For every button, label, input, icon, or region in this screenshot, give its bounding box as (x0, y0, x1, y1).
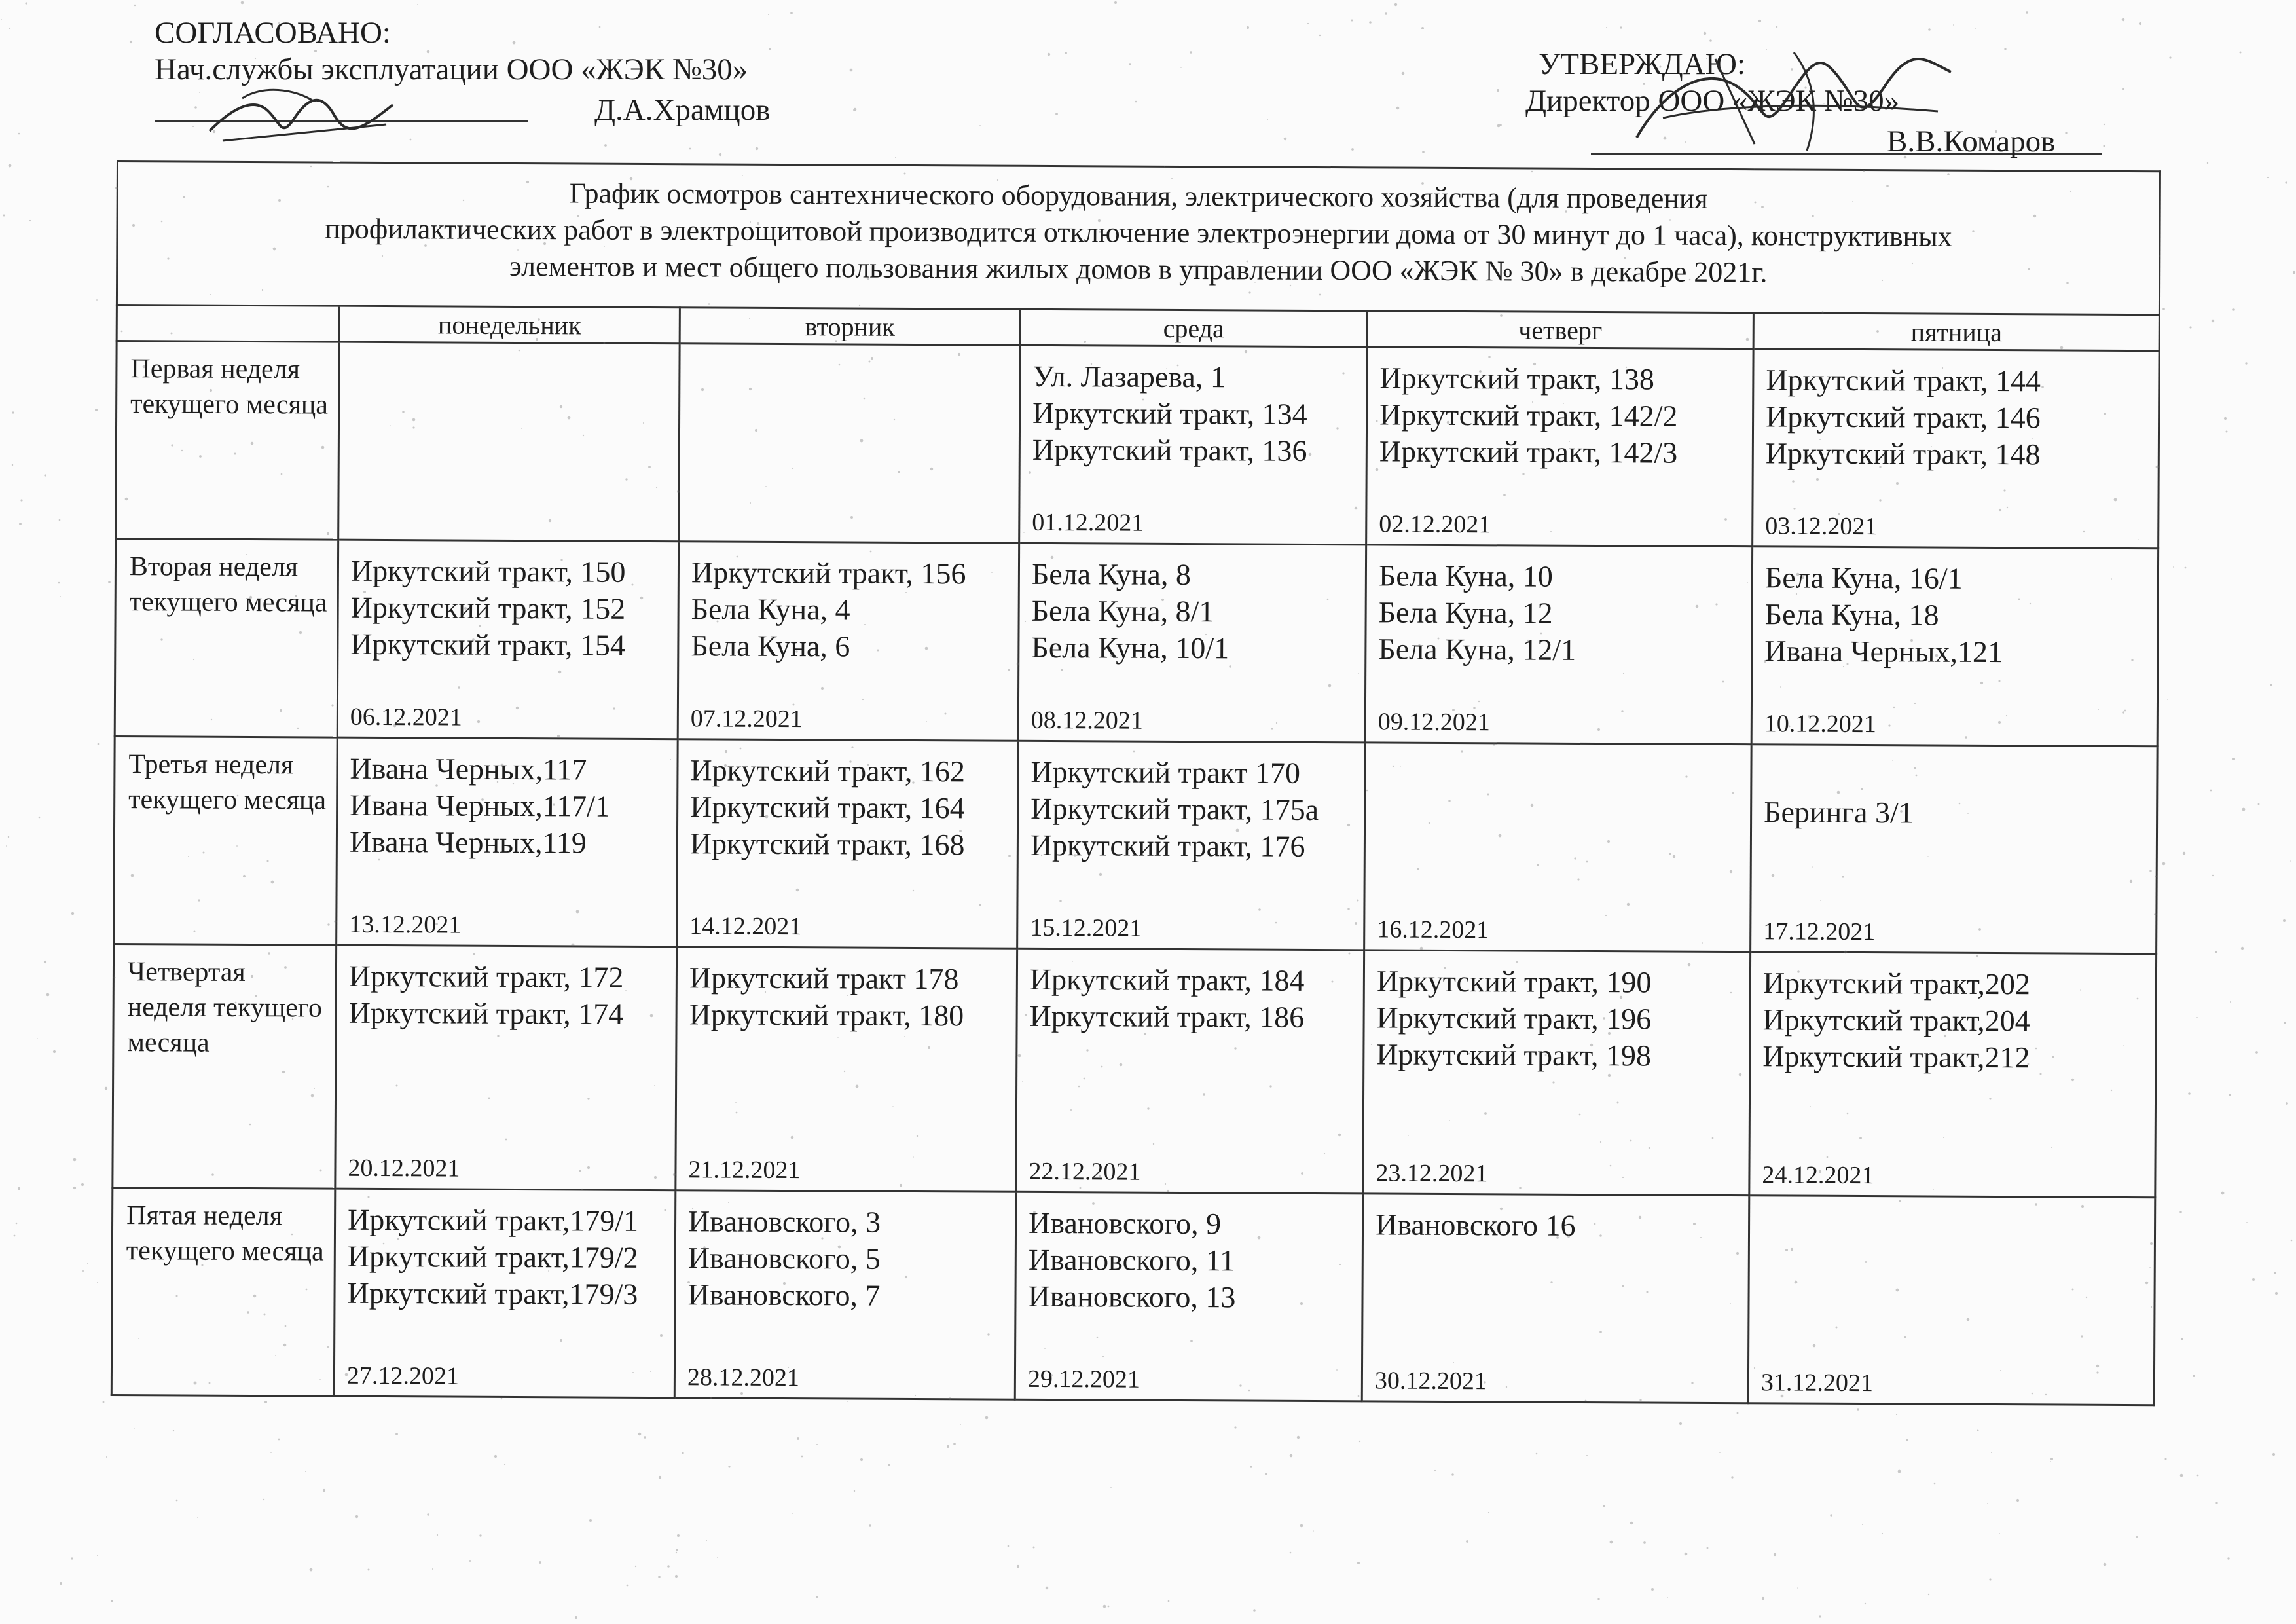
schedule-cell-friday (1753, 349, 2160, 549)
inspection-date: 29.12.2021 (1027, 1365, 1140, 1393)
schedule-cell-tuesday (677, 739, 1019, 949)
schedule-cell-monday (337, 540, 678, 739)
inspection-date: 23.12.2021 (1376, 1159, 1488, 1188)
address-line: Иркутский тракт, 164 (690, 790, 965, 825)
address-list (338, 541, 678, 665)
address-line: Иркутский тракт, 184 (1029, 962, 1305, 997)
schedule-cell-friday (1751, 745, 2158, 954)
approval-position-left: Нач.службы эксплуатации ООО «ЖЭК №30» (155, 52, 748, 86)
schedule-cell-tuesday (676, 947, 1017, 1192)
address-list (1016, 1193, 1362, 1317)
inspection-date: 08.12.2021 (1030, 706, 1143, 735)
schedule-cell-tuesday (674, 1190, 1016, 1400)
table-row (113, 944, 2157, 1197)
address-line: Иркутский тракт, 142/3 (1379, 434, 1678, 470)
table-title (117, 162, 2160, 315)
address-line: Иркутский тракт 178 (689, 961, 959, 996)
address-line: Иркутский тракт, 180 (689, 997, 964, 1033)
address-list (1019, 742, 1364, 866)
address-line: Иркутский тракт, 190 (1376, 964, 1652, 999)
address-line: Иркутский тракт, 148 (1765, 436, 2041, 471)
address-list (340, 343, 679, 357)
address-line: Иркутский тракт,204 (1762, 1003, 2030, 1038)
address-list (1364, 1194, 1748, 1245)
address-line: Бела Куна, 12/1 (1378, 632, 1576, 667)
address-line: Ивана Черных,117/1 (350, 788, 611, 823)
address-list (679, 542, 1018, 666)
week-label: Пятая неделя текущего месяца (111, 1187, 335, 1396)
week-label: Вторая неделя текущего месяца (115, 539, 338, 738)
inspection-date: 22.12.2021 (1029, 1157, 1141, 1186)
day-header-thursday: четверг (1367, 311, 1753, 349)
address-line: Ивановского, 3 (687, 1204, 881, 1239)
address-line: Бела Куна, 6 (691, 629, 850, 663)
address-line: Иркутский тракт,212 (1762, 1039, 2030, 1075)
schedule-cell-monday (335, 945, 677, 1190)
address-list (337, 946, 676, 1033)
schedule-cell-friday (1751, 547, 2159, 747)
address-line: Иркутский тракт, 176 (1030, 828, 1305, 863)
address-list (1750, 1196, 2154, 1210)
address-line: Ивана Черных,119 (349, 824, 587, 860)
address-list (676, 1191, 1015, 1315)
address-list (1366, 743, 1751, 757)
week-label: Первая неделя текущего месяца (116, 341, 339, 540)
address-list (335, 1190, 674, 1314)
address-list (1754, 350, 2159, 473)
address-line: Иркутский тракт, 186 (1029, 999, 1305, 1034)
schedule-cell-wednesday (1015, 1192, 1363, 1401)
day-header-wednesday: среда (1020, 309, 1367, 347)
address-line: Бела Куна, 8 (1031, 557, 1192, 592)
schedule-cell-thursday (1362, 1194, 1749, 1403)
title-line-1: График осмотров сантехнического оборудования, электрического хозяйства (для проведения (569, 177, 1708, 215)
title-line-2: профилактических работ в электрощитовой производится отключение электроэнергии дома от 30 минут до 1 часа), конструктивных (325, 212, 1952, 253)
inspection-date: 24.12.2021 (1762, 1161, 1874, 1190)
inspection-date: 21.12.2021 (688, 1156, 801, 1185)
address-line: Ивановского, 9 (1028, 1206, 1222, 1241)
approval-label-right: УТВЕРЖДАЮ: (1539, 47, 1746, 81)
inspection-date: 03.12.2021 (1765, 512, 1878, 541)
schedule-cell-monday (337, 737, 678, 947)
address-line: Иркутский тракт,179/3 (347, 1276, 638, 1311)
address-line: Бела Куна, 10 (1378, 559, 1554, 593)
inspection-date: 20.12.2021 (348, 1154, 460, 1183)
schedule-cell-thursday (1363, 950, 1751, 1196)
inspection-date: 15.12.2021 (1030, 913, 1142, 942)
address-line: Бела Куна, 16/1 (1764, 561, 1963, 595)
corner-header (117, 305, 339, 342)
schedule-cell-thursday (1365, 545, 1752, 745)
address-line: Иркутский тракт, 174 (348, 995, 624, 1031)
address-line: Иркутский тракт, 162 (690, 753, 966, 788)
address-line: Иркутский тракт, 136 (1032, 432, 1307, 468)
day-header-monday: понедельник (339, 306, 680, 344)
address-list (1366, 545, 1751, 669)
address-list (1368, 348, 1753, 471)
address-list (1752, 745, 2157, 832)
table-title-row (117, 162, 2160, 315)
address-list (681, 344, 1019, 358)
address-line: Иркутский тракт, 144 (1766, 363, 2041, 398)
signature-left-icon (196, 79, 406, 151)
inspection-date: 30.12.2021 (1374, 1367, 1487, 1395)
address-list (338, 739, 677, 862)
schedule-cell-wednesday (1019, 345, 1367, 545)
address-line: Иркутский тракт, 142/2 (1379, 397, 1678, 433)
schedule-cell-wednesday (1016, 948, 1364, 1194)
address-line: Бела Куна, 18 (1764, 597, 1939, 632)
address-line: Ивановского, 13 (1028, 1279, 1236, 1314)
schedule-cell-monday (334, 1189, 676, 1398)
table-row (116, 341, 2159, 549)
inspection-date: 13.12.2021 (349, 910, 462, 939)
day-header-tuesday: вторник (680, 308, 1020, 346)
address-list (1019, 544, 1365, 668)
address-list (1751, 953, 2155, 1077)
address-line: Беринга 3/1 (1764, 795, 1914, 830)
inspection-date: 01.12.2021 (1032, 508, 1144, 537)
week-label: Третья неделя текущего месяца (114, 736, 338, 945)
address-line: Иркутский тракт, 198 (1376, 1037, 1652, 1073)
address-line: Иркутский тракт,179/1 (347, 1202, 639, 1238)
approval-name-left: Д.А.Храмцов (594, 93, 771, 127)
address-line: Бела Куна, 8/1 (1031, 593, 1214, 629)
inspection-date: 28.12.2021 (687, 1363, 800, 1392)
inspection-date: 31.12.2021 (1760, 1369, 1874, 1397)
schedule-cell-wednesday (1017, 741, 1366, 950)
approval-name-right: В.В.Комаров (1887, 124, 2056, 158)
schedule-cell-thursday (1366, 347, 1753, 547)
inspection-date: 02.12.2021 (1379, 510, 1491, 539)
schedule-cell-friday (1749, 952, 2157, 1198)
address-line: Ивановского, 11 (1028, 1242, 1235, 1278)
title-line-3: элементов и мест общего пользования жилых домов в управлении ООО «ЖЭК № 30» в декабре 2021г. (509, 249, 1768, 289)
address-line (1764, 757, 2156, 796)
address-list (1017, 950, 1363, 1037)
address-line: Иркутский тракт, 175а (1030, 791, 1319, 826)
address-line: Иркутский тракт, 196 (1376, 1001, 1652, 1036)
address-line: Иркутский тракт,202 (1762, 966, 2031, 1001)
schedule-cell-tuesday (679, 344, 1020, 544)
address-line: Иркутский тракт, 152 (350, 590, 626, 625)
address-line: Иркутский тракт 170 (1030, 754, 1301, 790)
address-line: Иркутский тракт, 138 (1379, 361, 1655, 396)
inspection-date: 09.12.2021 (1377, 708, 1490, 737)
table-row (114, 736, 2158, 953)
schedule-cell-monday (338, 342, 680, 542)
address-line: Бела Куна, 10/1 (1031, 630, 1230, 665)
schedule-cell-friday (1748, 1196, 2155, 1405)
address-line: Иркутский тракт, 156 (691, 555, 966, 591)
address-line: Бела Куна, 12 (1378, 595, 1553, 630)
schedule-cell-thursday (1364, 743, 1752, 952)
inspection-date: 17.12.2021 (1763, 917, 1876, 946)
day-header-friday: пятница (1753, 313, 2159, 351)
inspection-date: 06.12.2021 (350, 703, 462, 731)
address-list (1021, 346, 1366, 470)
address-line: Иркутский тракт, 150 (350, 553, 626, 589)
table-row (111, 1187, 2155, 1405)
address-line: Ивановского 16 (1375, 1208, 1576, 1242)
address-line: Ивановского, 7 (687, 1278, 881, 1312)
address-line: Иркутский тракт, 168 (689, 826, 965, 862)
address-line: Иркутский тракт,179/2 (347, 1239, 638, 1274)
schedule-cell-tuesday (678, 542, 1019, 741)
approval-label-left: СОГЛАСОВАНО: (155, 16, 391, 50)
inspection-date: 16.12.2021 (1377, 915, 1489, 944)
address-list (678, 740, 1017, 864)
address-line: Ивана Черных,121 (1764, 634, 2003, 669)
schedule-table (111, 160, 2161, 1406)
address-list (1753, 547, 2157, 671)
week-label: Четвертая неделя текущего месяца (113, 944, 337, 1189)
schedule-cell-wednesday (1018, 543, 1366, 743)
inspection-date: 27.12.2021 (346, 1361, 460, 1390)
address-line: Бела Куна, 4 (691, 592, 850, 627)
address-line: Ивана Черных,117 (350, 751, 587, 786)
inspection-date: 07.12.2021 (690, 705, 803, 733)
inspection-date: 14.12.2021 (689, 912, 802, 941)
address-line: Ул. Лазарева, 1 (1032, 359, 1226, 394)
address-line: Иркутский тракт, 172 (348, 959, 624, 994)
address-line: Иркутский тракт, 134 (1032, 396, 1307, 431)
address-list (1364, 951, 1749, 1075)
address-line: Иркутский тракт, 154 (350, 627, 626, 662)
inspection-date: 10.12.2021 (1764, 710, 1876, 739)
table-row (115, 539, 2158, 747)
address-line: Иркутский тракт, 146 (1765, 399, 2041, 435)
address-list (677, 948, 1016, 1035)
signature-right-icon (1624, 39, 1964, 164)
approval-position-right: Директор ООО «ЖЭК №30» (1525, 84, 1900, 118)
address-line: Ивановского, 5 (687, 1241, 881, 1276)
